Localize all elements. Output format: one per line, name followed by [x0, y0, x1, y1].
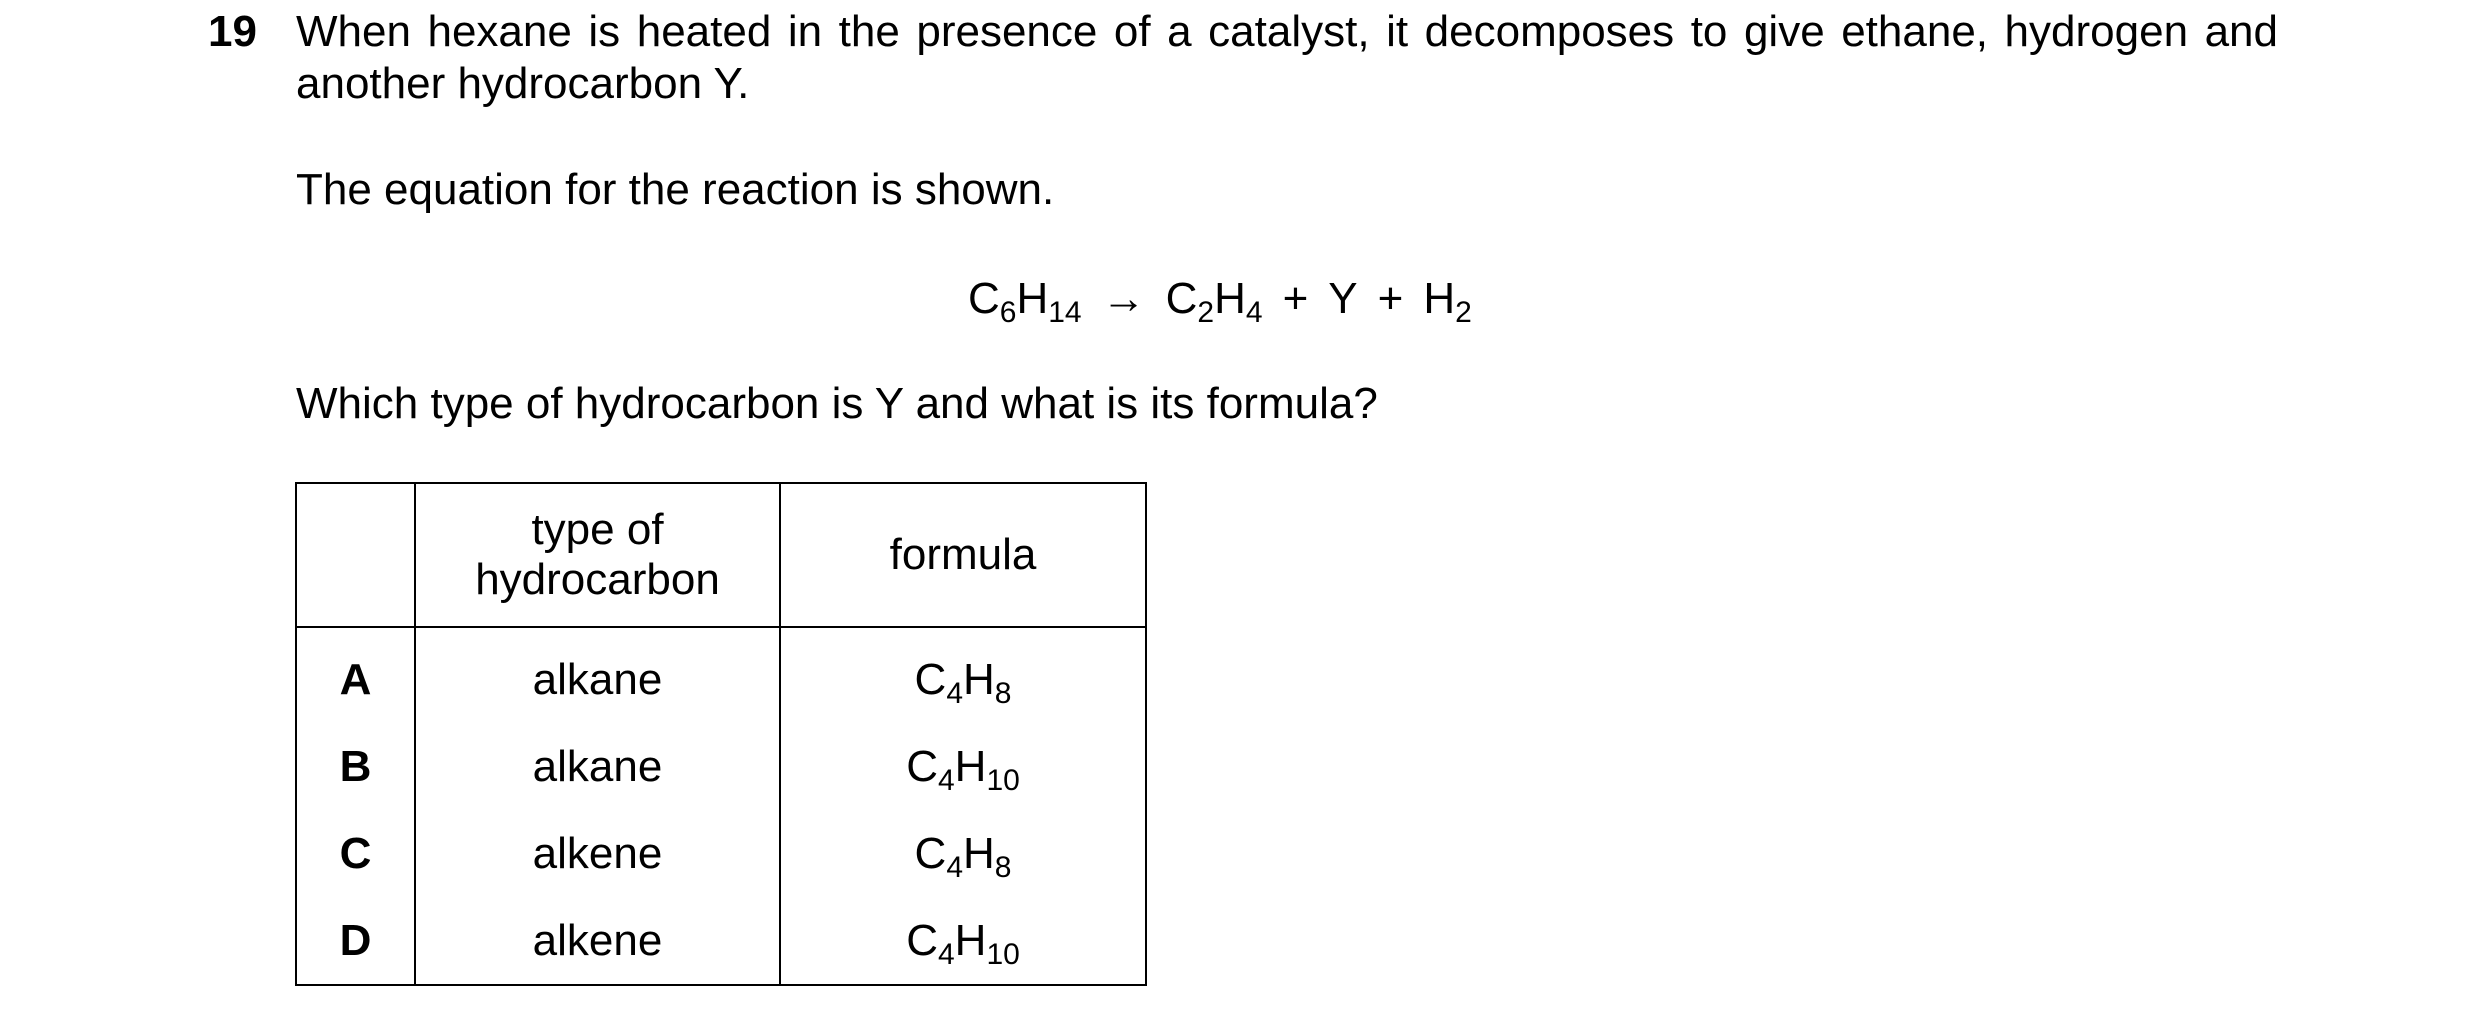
option-formula: $C_4H_{10}$ [780, 897, 1146, 985]
option-formula: $C_4H_{10}$ [780, 723, 1146, 810]
table-row [296, 897, 1146, 985]
option-formula: $C_4H_8$ [780, 627, 1146, 723]
option-type: alkane [415, 627, 780, 723]
reactant-hexane: $C_6H_{14}$ [968, 274, 1082, 329]
chemical-equation [968, 272, 1472, 329]
question-stem: When hexane is heated in the presence of a catalyst, it decomposes to give ethane, hydrogen and another hydrocarbon Y. [296, 7, 2278, 108]
plus-sign: + [1282, 274, 1309, 323]
table-row [296, 723, 1146, 810]
header-letter [296, 483, 415, 627]
option-letter: C [296, 810, 415, 897]
plus-sign: + [1377, 274, 1404, 323]
option-type: alkene [415, 810, 780, 897]
option-type: alkene [415, 897, 780, 985]
table-row [296, 810, 1146, 897]
equation-intro: The equation for the reaction is shown. [296, 165, 1055, 214]
table-header-row [296, 483, 1146, 627]
product-y: Y [1328, 274, 1358, 323]
answer-options-table [295, 482, 1147, 986]
product-hydrogen: $H_2$ [1423, 274, 1472, 329]
reaction-arrow: → [1101, 274, 1146, 323]
question-number: 19 [208, 7, 257, 56]
option-type: alkane [415, 723, 780, 810]
option-letter: B [296, 723, 415, 810]
product-ethane: $C_2H_4$ [1165, 274, 1263, 329]
option-letter: D [296, 897, 415, 985]
question-prompt: Which type of hydrocarbon is Y and what is its formula? [296, 379, 1378, 428]
header-formula: formula [780, 483, 1146, 627]
header-type-of-hydrocarbon: type of hydrocarbon [415, 483, 780, 627]
option-formula: $C_4H_8$ [780, 810, 1146, 897]
table-row [296, 627, 1146, 723]
option-letter: A [296, 627, 415, 723]
